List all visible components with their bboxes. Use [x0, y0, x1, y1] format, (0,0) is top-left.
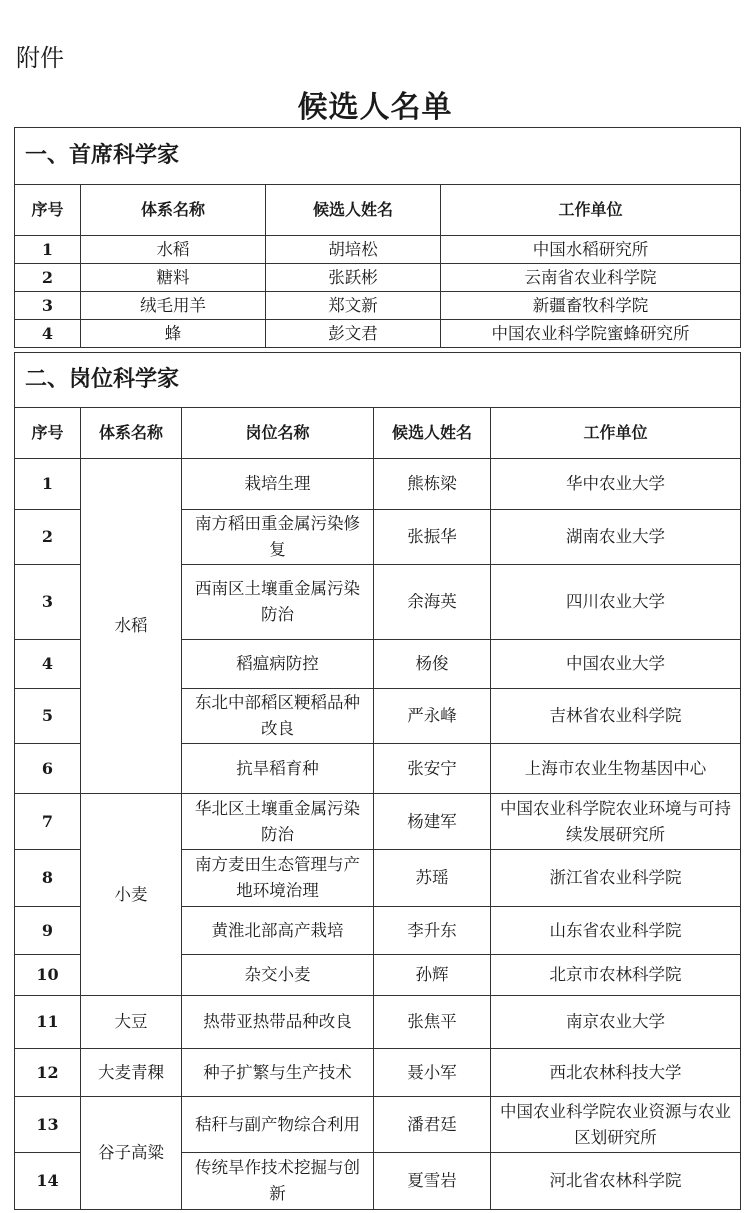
section-heading-post: 二、岗位科学家	[15, 353, 741, 408]
row-index: 5	[15, 689, 81, 744]
header-unit: 工作单位	[441, 185, 741, 236]
row-index: 6	[15, 744, 81, 794]
post-name: 种子扩繁与生产技术	[182, 1049, 374, 1097]
candidate-name: 夏雪岩	[374, 1153, 491, 1210]
work-unit: 上海市农业生物基因中心	[491, 744, 741, 794]
post-name: 黄淮北部高产栽培	[182, 907, 374, 955]
work-unit: 新疆畜牧科学院	[441, 292, 741, 320]
row-index: 4	[15, 640, 81, 689]
candidate-name: 李升东	[374, 907, 491, 955]
section-heading-chief: 一、首席科学家	[15, 128, 741, 185]
header-candidate: 候选人姓名	[266, 185, 441, 236]
candidate-name: 潘君廷	[374, 1097, 491, 1153]
candidate-name: 张振华	[374, 510, 491, 565]
row-index: 4	[15, 320, 81, 348]
header-post: 岗位名称	[182, 408, 374, 459]
attachment-label: 附件	[16, 44, 64, 72]
candidate-name: 张焦平	[374, 996, 491, 1049]
table-row	[15, 1097, 741, 1153]
work-unit: 吉林省农业科学院	[491, 689, 741, 744]
work-unit: 中国水稻研究所	[441, 236, 741, 264]
candidate-name: 严永峰	[374, 689, 491, 744]
system-name: 蜂	[81, 320, 266, 348]
candidate-name: 杨建军	[374, 794, 491, 850]
candidate-name: 熊栋梁	[374, 459, 491, 510]
post-scientist-table	[14, 352, 741, 1210]
row-index: 3	[15, 565, 81, 640]
page-title: 候选人名单	[297, 90, 453, 125]
work-unit: 华中农业大学	[491, 459, 741, 510]
header-index: 序号	[15, 408, 81, 459]
candidate-name: 彭文君	[266, 320, 441, 348]
candidate-name: 杨俊	[374, 640, 491, 689]
system-name-millet-sorghum: 谷子高粱	[81, 1097, 182, 1210]
system-name: 水稻	[81, 236, 266, 264]
work-unit: 四川农业大学	[491, 565, 741, 640]
post-name: 南方麦田生态管理与产地环境治理	[182, 850, 374, 907]
table-row	[15, 1049, 741, 1097]
table-row	[15, 292, 741, 320]
post-name: 南方稻田重金属污染修复	[182, 510, 374, 565]
work-unit: 中国农业科学院蜜蜂研究所	[441, 320, 741, 348]
header-unit: 工作单位	[491, 408, 741, 459]
work-unit: 西北农林科技大学	[491, 1049, 741, 1097]
candidate-name: 余海英	[374, 565, 491, 640]
row-index: 11	[15, 996, 81, 1049]
header-index: 序号	[15, 185, 81, 236]
header-candidate: 候选人姓名	[374, 408, 491, 459]
work-unit: 中国农业科学院农业环境与可持续发展研究所	[491, 794, 741, 850]
post-name: 东北中部稻区粳稻品种改良	[182, 689, 374, 744]
row-index: 13	[15, 1097, 81, 1153]
work-unit: 北京市农林科学院	[491, 955, 741, 996]
row-index: 12	[15, 1049, 81, 1097]
post-name: 稻瘟病防控	[182, 640, 374, 689]
row-index: 8	[15, 850, 81, 907]
row-index: 14	[15, 1153, 81, 1210]
row-index: 7	[15, 794, 81, 850]
work-unit: 南京农业大学	[491, 996, 741, 1049]
table-row	[15, 264, 741, 292]
row-index: 9	[15, 907, 81, 955]
row-index: 10	[15, 955, 81, 996]
work-unit: 山东省农业科学院	[491, 907, 741, 955]
row-index: 2	[15, 510, 81, 565]
candidate-name: 张安宁	[374, 744, 491, 794]
work-unit: 中国农业科学院农业资源与农业区划研究所	[491, 1097, 741, 1153]
candidate-name: 胡培松	[266, 236, 441, 264]
chief-scientist-table	[14, 127, 741, 348]
table-row	[15, 996, 741, 1049]
candidate-name: 聂小军	[374, 1049, 491, 1097]
work-unit: 湖南农业大学	[491, 510, 741, 565]
header-system: 体系名称	[81, 408, 182, 459]
table-row	[15, 236, 741, 264]
table-row	[15, 320, 741, 348]
row-index: 1	[15, 459, 81, 510]
table-row	[15, 794, 741, 850]
header-system: 体系名称	[81, 185, 266, 236]
work-unit: 河北省农林科学院	[491, 1153, 741, 1210]
post-name: 华北区土壤重金属污染防治	[182, 794, 374, 850]
table-row	[15, 459, 741, 510]
candidate-name: 孙辉	[374, 955, 491, 996]
post-name: 西南区土壤重金属污染防治	[182, 565, 374, 640]
work-unit: 云南省农业科学院	[441, 264, 741, 292]
row-index: 2	[15, 264, 81, 292]
system-name-rice: 水稻	[81, 459, 182, 794]
post-name: 栽培生理	[182, 459, 374, 510]
row-index: 1	[15, 236, 81, 264]
candidate-name: 张跃彬	[266, 264, 441, 292]
row-index: 3	[15, 292, 81, 320]
post-name: 秸秆与副产物综合利用	[182, 1097, 374, 1153]
post-name: 抗旱稻育种	[182, 744, 374, 794]
work-unit: 浙江省农业科学院	[491, 850, 741, 907]
system-name-soybean: 大豆	[81, 996, 182, 1049]
post-name: 杂交小麦	[182, 955, 374, 996]
post-name: 热带亚热带品种改良	[182, 996, 374, 1049]
system-name: 绒毛用羊	[81, 292, 266, 320]
candidate-name: 郑文新	[266, 292, 441, 320]
candidate-name: 苏瑶	[374, 850, 491, 907]
work-unit: 中国农业大学	[491, 640, 741, 689]
system-name: 糖料	[81, 264, 266, 292]
system-name-barley: 大麦青稞	[81, 1049, 182, 1097]
system-name-wheat: 小麦	[81, 794, 182, 996]
post-name: 传统旱作技术挖掘与创新	[182, 1153, 374, 1210]
